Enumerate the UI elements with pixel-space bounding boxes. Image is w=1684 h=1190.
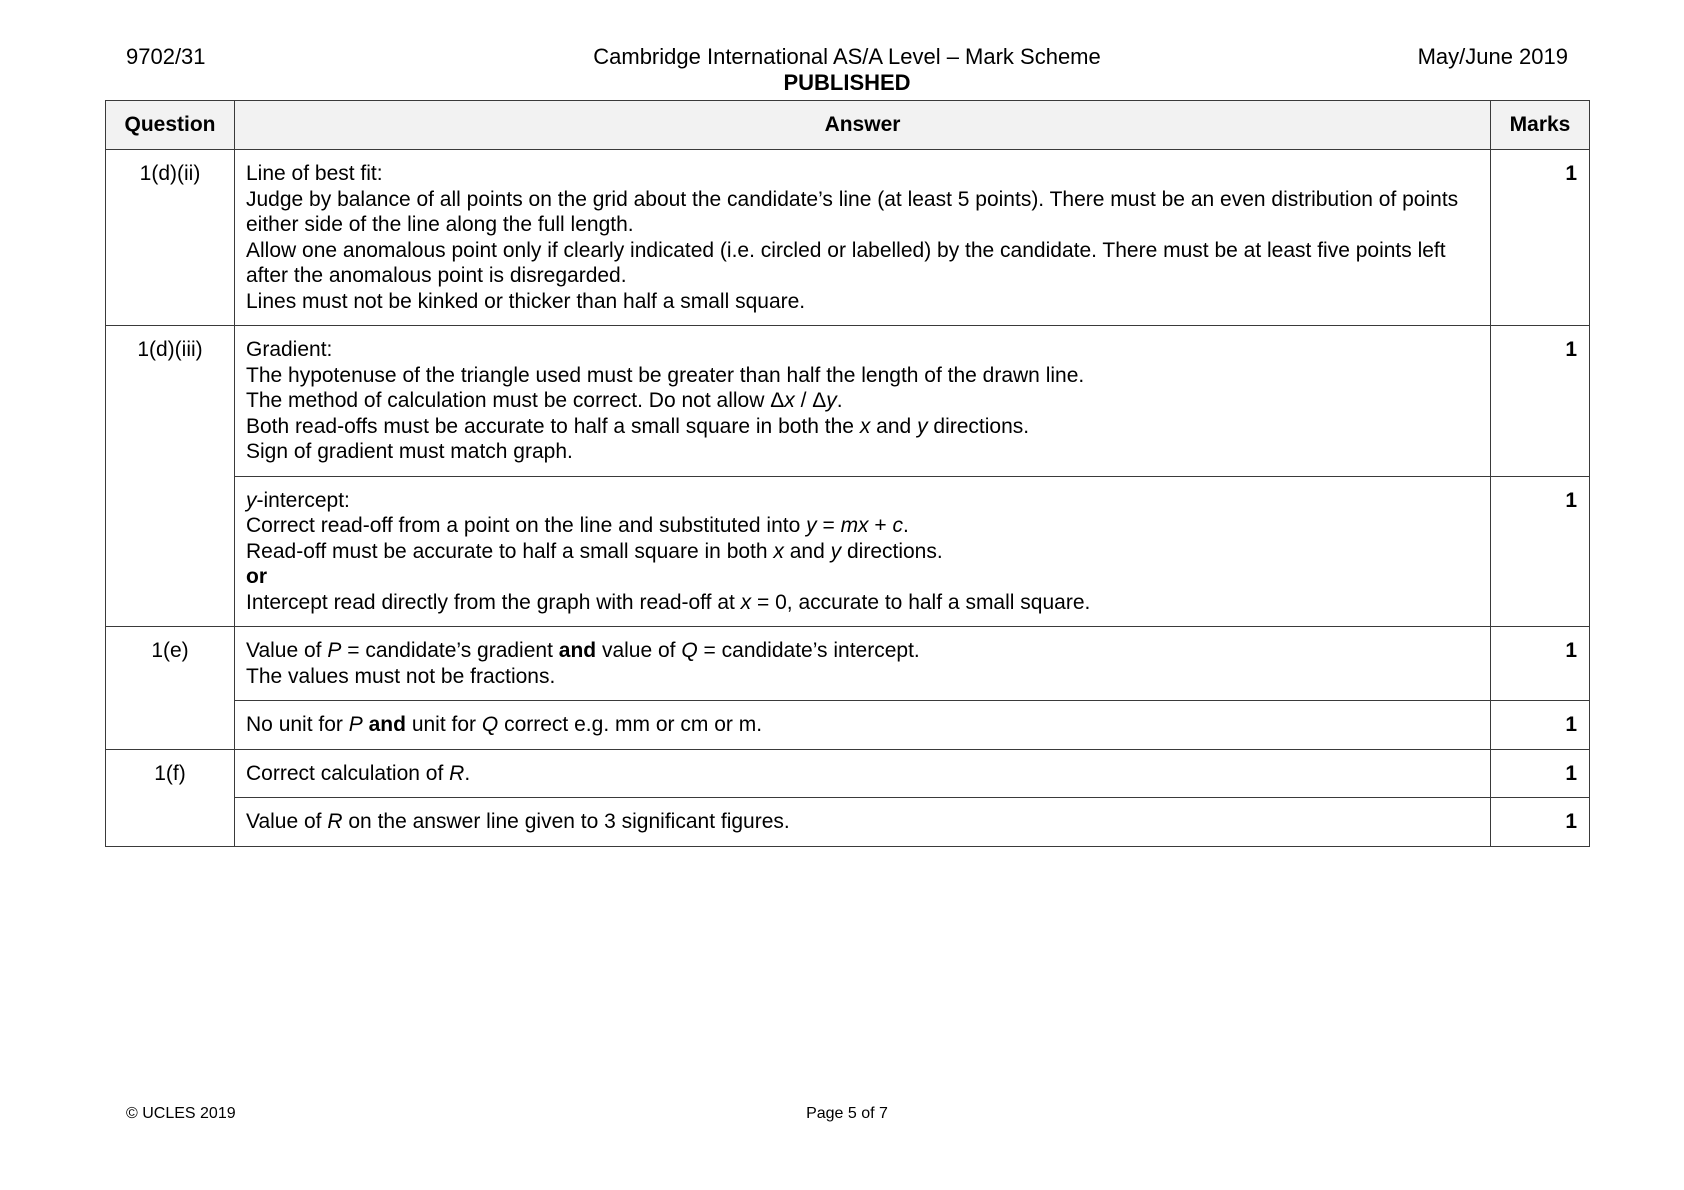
answer-line: Gradient: — [246, 338, 333, 361]
column-header-marks: Marks — [1491, 101, 1590, 150]
question-number: 1(e) — [106, 627, 235, 750]
answer-line: Line of best fit: — [246, 162, 383, 185]
question-number: 1(f) — [106, 749, 235, 846]
answer-cell — [235, 798, 1491, 847]
question-number: 1(d)(iii) — [106, 326, 235, 627]
table-row — [106, 476, 1590, 627]
answer-line: Read-off must be accurate to half a small square in both x and y directions. — [246, 539, 943, 563]
answer-cell — [235, 150, 1491, 326]
answer-cell — [235, 627, 1491, 701]
table-row — [106, 798, 1590, 847]
marks-value: 1 — [1491, 798, 1590, 847]
table-row — [106, 150, 1590, 326]
page-number: Page 5 of 7 — [806, 1105, 888, 1122]
answer-line: No unit for P and unit for Q correct e.g. mm or cm or m. — [246, 713, 763, 736]
column-header-answer: Answer — [235, 101, 1491, 150]
answer-line: Both read-offs must be accurate to half a small square in both the x and y directions. — [246, 414, 1030, 438]
answer-line: The hypotenuse of the triangle used must be greater than half the length of the drawn line. — [246, 363, 1085, 387]
answer-line: The method of calculation must be correct. Do not allow Δx / Δy. — [246, 389, 843, 412]
table-row — [106, 701, 1590, 750]
answer-line: The values must not be fractions. — [246, 664, 556, 688]
marks-value: 1 — [1491, 326, 1590, 477]
table-row — [106, 749, 1590, 798]
title-text: Cambridge International AS/A Level – Mark Scheme — [593, 44, 1101, 69]
answer-line: Intercept read directly from the graph with read-off at x = 0, accurate to half a small square. — [246, 590, 1091, 614]
answer-line: Lines must not be kinked or thicker than half a small square. — [246, 289, 806, 313]
marks-value: 1 — [1491, 476, 1590, 627]
mark-scheme-table — [105, 100, 1590, 847]
answer-cell — [235, 326, 1491, 477]
answer-line: Judge by balance of all points on the grid about the candidate’s line (at least 5 points). There must be an even distribution of points either side of the line along the full length. — [246, 187, 1459, 236]
exam-session: May/June 2019 — [1417, 44, 1568, 69]
table-header-row — [106, 101, 1590, 150]
answer-cell — [235, 476, 1491, 627]
answer-line: y-intercept: — [246, 488, 350, 512]
answer-line: Sign of gradient must match graph. — [246, 440, 573, 463]
answer-line: Correct calculation of R. — [246, 761, 471, 785]
marks-value: 1 — [1491, 627, 1590, 701]
answer-cell — [235, 701, 1491, 750]
marks-value: 1 — [1491, 701, 1590, 750]
table-row — [106, 326, 1590, 477]
answer-line: Value of P = candidate’s gradient and value of Q = candidate’s intercept. — [246, 639, 920, 662]
question-number: 1(d)(ii) — [106, 150, 235, 326]
published-label: PUBLISHED — [783, 70, 911, 95]
answer-cell — [235, 749, 1491, 798]
answer-line: Allow one anomalous point only if clearly indicated (i.e. circled or labelled) by the candidate. There must be at least five points left after the anomalous point is disregarded. — [246, 238, 1446, 287]
answer-line: Value of R on the answer line given to 3 significant figures. — [246, 810, 790, 833]
answer-line: or — [246, 565, 267, 588]
marks-value: 1 — [1491, 150, 1590, 326]
answer-line: Correct read-off from a point on the line and substituted into y = mx + c. — [246, 514, 909, 537]
marks-value: 1 — [1491, 749, 1590, 798]
column-header-question: Question — [106, 101, 235, 150]
paper-code: 9702/31 — [126, 44, 206, 69]
copyright-notice: © UCLES 2019 — [126, 1105, 236, 1122]
table-row — [106, 627, 1590, 701]
